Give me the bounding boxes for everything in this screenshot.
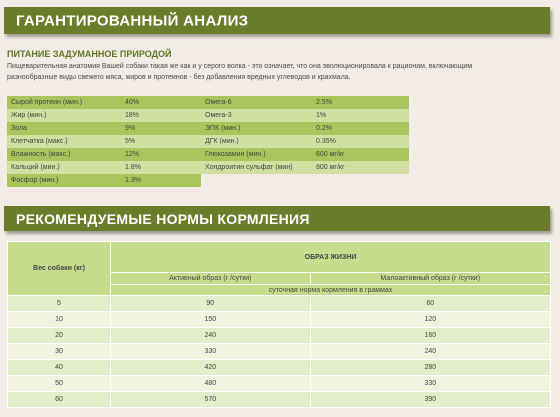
nutrient-value: 1%	[312, 109, 409, 122]
empty-cell	[201, 174, 312, 187]
nutrient-label: Сырой протеин (мин.)	[7, 96, 121, 109]
inactive-cell: 390	[310, 392, 550, 408]
section-description: Пищеварительная анатомия Вашей собаки такая же как и у серого волка - это означает, что она эволюционировала к рационам, включающим разнообразные виды свежего мяса, жиров и протеинов - без добавления вредных углеводов и крахмала.	[7, 63, 473, 81]
active-cell: 240	[111, 328, 311, 344]
nutrient-value: 40%	[121, 96, 201, 109]
weight-header: Вес собаки (кг)	[8, 242, 111, 296]
section-title: РЕКОМЕНДУЕМЫЕ НОРМЫ КОРМЛЕНИЯ	[16, 210, 310, 227]
nutrient-value: 0.2%	[312, 122, 409, 135]
nutrient-label: Омега-3	[201, 109, 312, 122]
table-row	[7, 161, 409, 174]
table-row	[7, 148, 409, 161]
active-header: Активный образ (г /сутки)	[111, 273, 311, 285]
nutrient-value: 600 мг/кг	[312, 148, 409, 161]
inactive-header: Малоактивный образ (г /сутки)	[310, 273, 550, 285]
nutrient-label: Глюкозамин (мин.)	[201, 148, 312, 161]
nutrient-value: 2.5%	[312, 96, 409, 109]
table-row	[8, 360, 551, 376]
nutrient-label: Фосфор (мин.)	[7, 174, 121, 187]
table-row	[7, 122, 409, 135]
nutrient-label: ДГК (мин.)	[201, 135, 312, 148]
table-row	[8, 328, 551, 344]
active-cell: 570	[111, 392, 311, 408]
empty-cell	[312, 174, 409, 187]
inactive-cell: 120	[310, 312, 550, 328]
nutrient-value: 800 мг/кг	[312, 161, 409, 174]
section-subtitle: ПИТАНИЕ ЗАДУМАННОЕ ПРИРОДОЙ	[7, 49, 172, 59]
weight-cell: 10	[8, 312, 111, 328]
feeding-table	[7, 241, 551, 408]
feeding-norms-banner	[4, 206, 550, 231]
weight-cell: 20	[8, 328, 111, 344]
table-row	[7, 135, 409, 148]
nutrient-value: 18%	[121, 109, 201, 122]
table-row	[7, 109, 409, 122]
daily-norm-note: суточная норма кормления в граммах	[111, 285, 551, 296]
nutrient-label: ЭПК (мин.)	[201, 122, 312, 135]
table-row	[8, 296, 551, 312]
active-cell: 480	[111, 376, 311, 392]
active-cell: 90	[111, 296, 311, 312]
nutrient-label: Кальций (мин.)	[7, 161, 121, 174]
nutrient-label: Хондроитин сульфат (мин)	[201, 161, 312, 174]
table-row	[8, 376, 551, 392]
guaranteed-analysis-banner	[4, 7, 550, 34]
inactive-cell: 240	[310, 344, 550, 360]
nutrient-value: 9%	[121, 122, 201, 135]
section-title: ГАРАНТИРОВАННЫЙ АНАЛИЗ	[16, 12, 249, 29]
weight-cell: 50	[8, 376, 111, 392]
nutrient-label: Омега-6	[201, 96, 312, 109]
weight-cell: 5	[8, 296, 111, 312]
active-cell: 420	[111, 360, 311, 376]
nutrient-label: Клетчатка (макс.)	[7, 135, 121, 148]
active-cell: 150	[111, 312, 311, 328]
active-cell: 330	[111, 344, 311, 360]
weight-cell: 30	[8, 344, 111, 360]
table-row	[8, 312, 551, 328]
nutrient-value: 1.3%	[121, 174, 201, 187]
table-row	[7, 174, 409, 187]
table-row	[7, 96, 409, 109]
lifestyle-header: ОБРАЗ ЖИЗНИ	[111, 242, 551, 273]
inactive-cell: 330	[310, 376, 550, 392]
nutrient-label: Жир (мин.)	[7, 109, 121, 122]
nutrient-value: 5%	[121, 135, 201, 148]
nutrient-value: 1.8%	[121, 161, 201, 174]
analysis-table	[7, 96, 409, 187]
inactive-cell: 280	[310, 360, 550, 376]
inactive-cell: 160	[310, 328, 550, 344]
nutrient-label: Зола	[7, 122, 121, 135]
table-row	[8, 344, 551, 360]
nutrient-value: 0.35%	[312, 135, 409, 148]
inactive-cell: 60	[310, 296, 550, 312]
nutrient-value: 12%	[121, 148, 201, 161]
weight-cell: 40	[8, 360, 111, 376]
nutrient-label: Влажность (макс.)	[7, 148, 121, 161]
weight-cell: 60	[8, 392, 111, 408]
table-row	[8, 392, 551, 408]
